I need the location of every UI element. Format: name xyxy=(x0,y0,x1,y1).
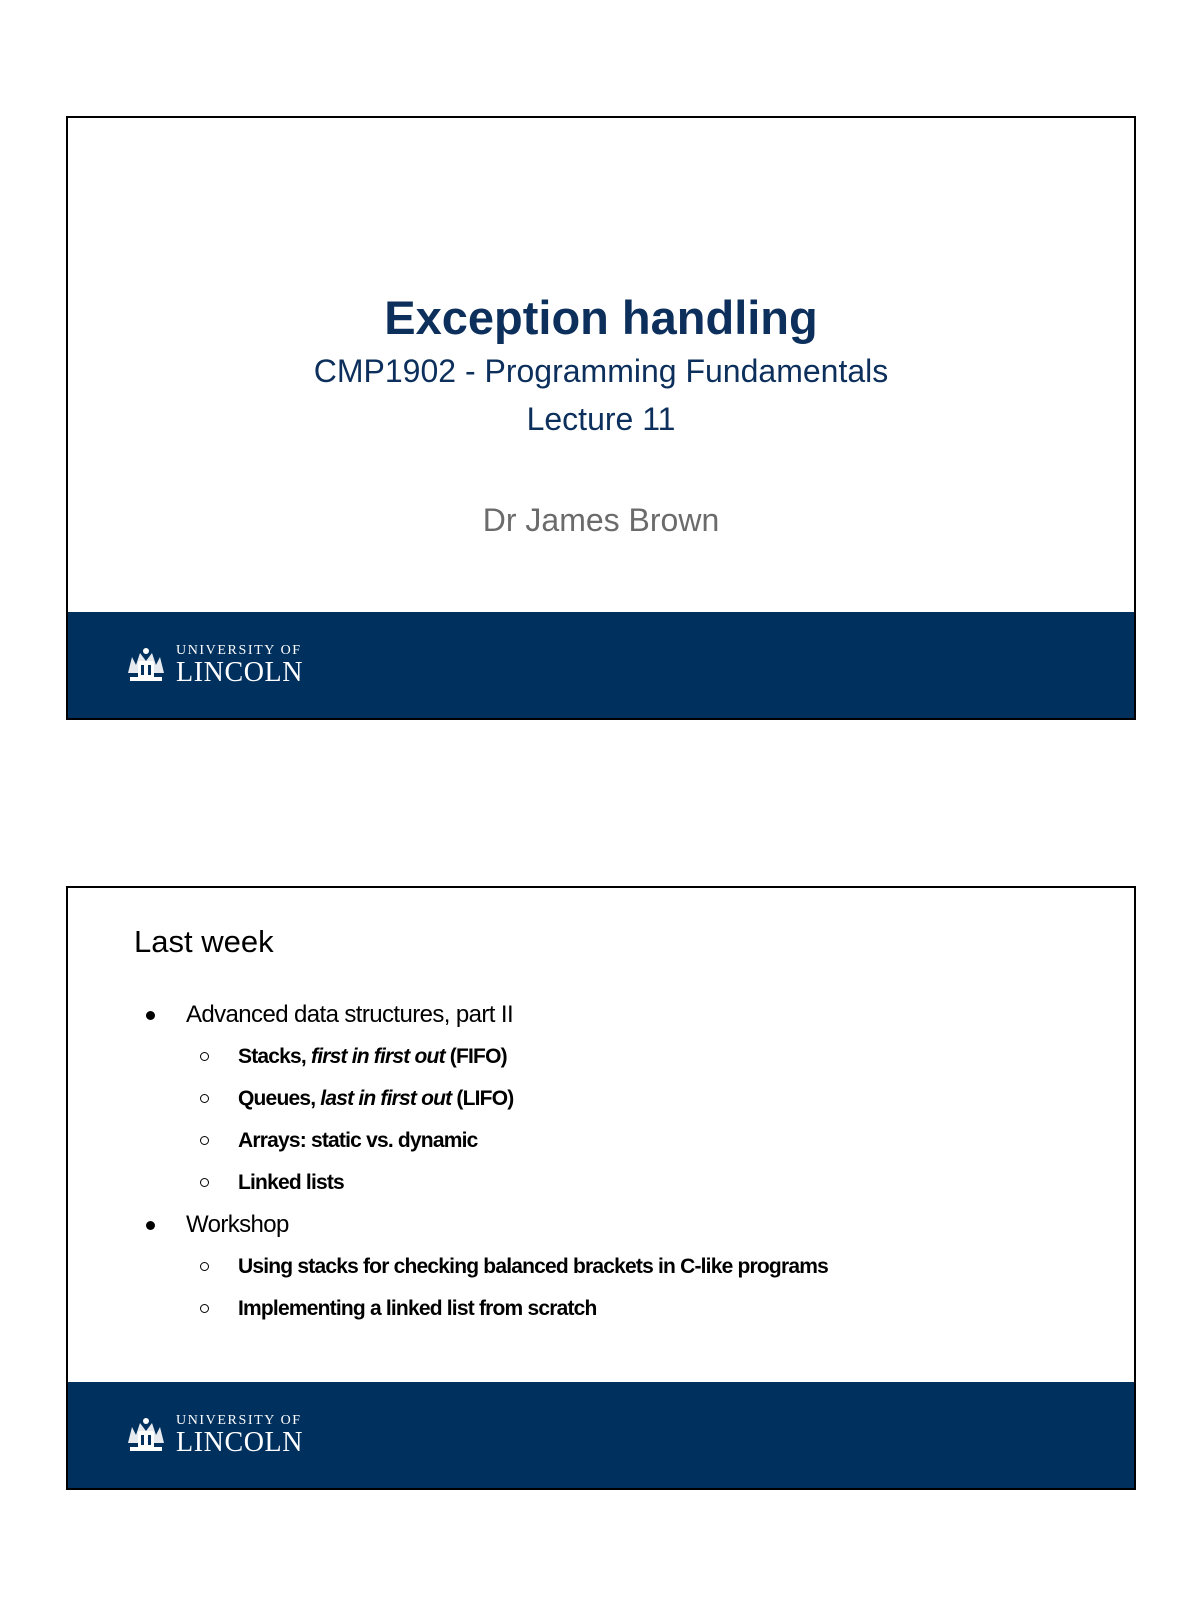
hollow-bullet-icon xyxy=(200,1262,209,1271)
title-block xyxy=(68,290,1134,442)
university-logo xyxy=(124,642,303,688)
bullet-item xyxy=(68,1000,1134,1042)
sub-bullet-item xyxy=(68,1294,1134,1336)
filled-bullet-icon xyxy=(146,1011,155,1020)
hollow-bullet-icon xyxy=(200,1052,209,1061)
content-slide xyxy=(66,886,1136,1490)
sub-bullet-item xyxy=(68,1084,1134,1126)
footer-band xyxy=(68,612,1134,718)
bullet-text: Advanced data structures, part II xyxy=(186,1001,514,1028)
sub-bullet-item xyxy=(68,1042,1134,1084)
sub-bullet-item xyxy=(68,1126,1134,1168)
hollow-bullet-icon xyxy=(200,1094,209,1103)
slide-heading: Last week xyxy=(134,924,274,959)
sub-bullet-item xyxy=(68,1168,1134,1210)
sub-bullet-text: Implementing a linked list from scratch xyxy=(238,1297,597,1320)
sub-bullet-text: Arrays: static vs. dynamic xyxy=(238,1129,478,1152)
hollow-bullet-icon xyxy=(200,1178,209,1187)
author-name: Dr James Brown xyxy=(482,502,720,538)
hollow-bullet-icon xyxy=(200,1304,209,1313)
sub-bullet-text: Stacks, first in first out (FIFO) xyxy=(238,1045,507,1068)
logo-line-university-of: UNIVERSITY OF xyxy=(176,1412,302,1428)
footer-band xyxy=(68,1382,1134,1488)
filled-bullet-icon xyxy=(146,1221,155,1230)
title-slide xyxy=(66,116,1136,720)
logo-line-lincoln: LINCOLN xyxy=(176,656,304,688)
bullet-text: Workshop xyxy=(186,1211,289,1238)
hollow-bullet-icon xyxy=(200,1136,209,1145)
university-crest-icon xyxy=(124,1413,168,1457)
university-logo xyxy=(124,1412,303,1458)
logo-line-university-of: UNIVERSITY OF xyxy=(176,642,302,658)
sub-bullet-text: Using stacks for checking balanced brackets in C-like programs xyxy=(238,1255,828,1278)
sub-bullet-text: Queues, last in first out (LIFO) xyxy=(238,1087,514,1110)
bullet-item xyxy=(68,1210,1134,1252)
sub-bullet-text: Linked lists xyxy=(238,1171,344,1194)
sub-bullet-item xyxy=(68,1252,1134,1294)
bullet-list xyxy=(68,1000,1134,1336)
course-name: CMP1902 - Programming Fundamentals xyxy=(313,353,889,389)
lecture-number: Lecture 11 xyxy=(526,401,676,437)
slide-title: Exception handling xyxy=(384,291,818,344)
university-crest-icon xyxy=(124,643,168,687)
logo-line-lincoln: LINCOLN xyxy=(176,1426,304,1458)
